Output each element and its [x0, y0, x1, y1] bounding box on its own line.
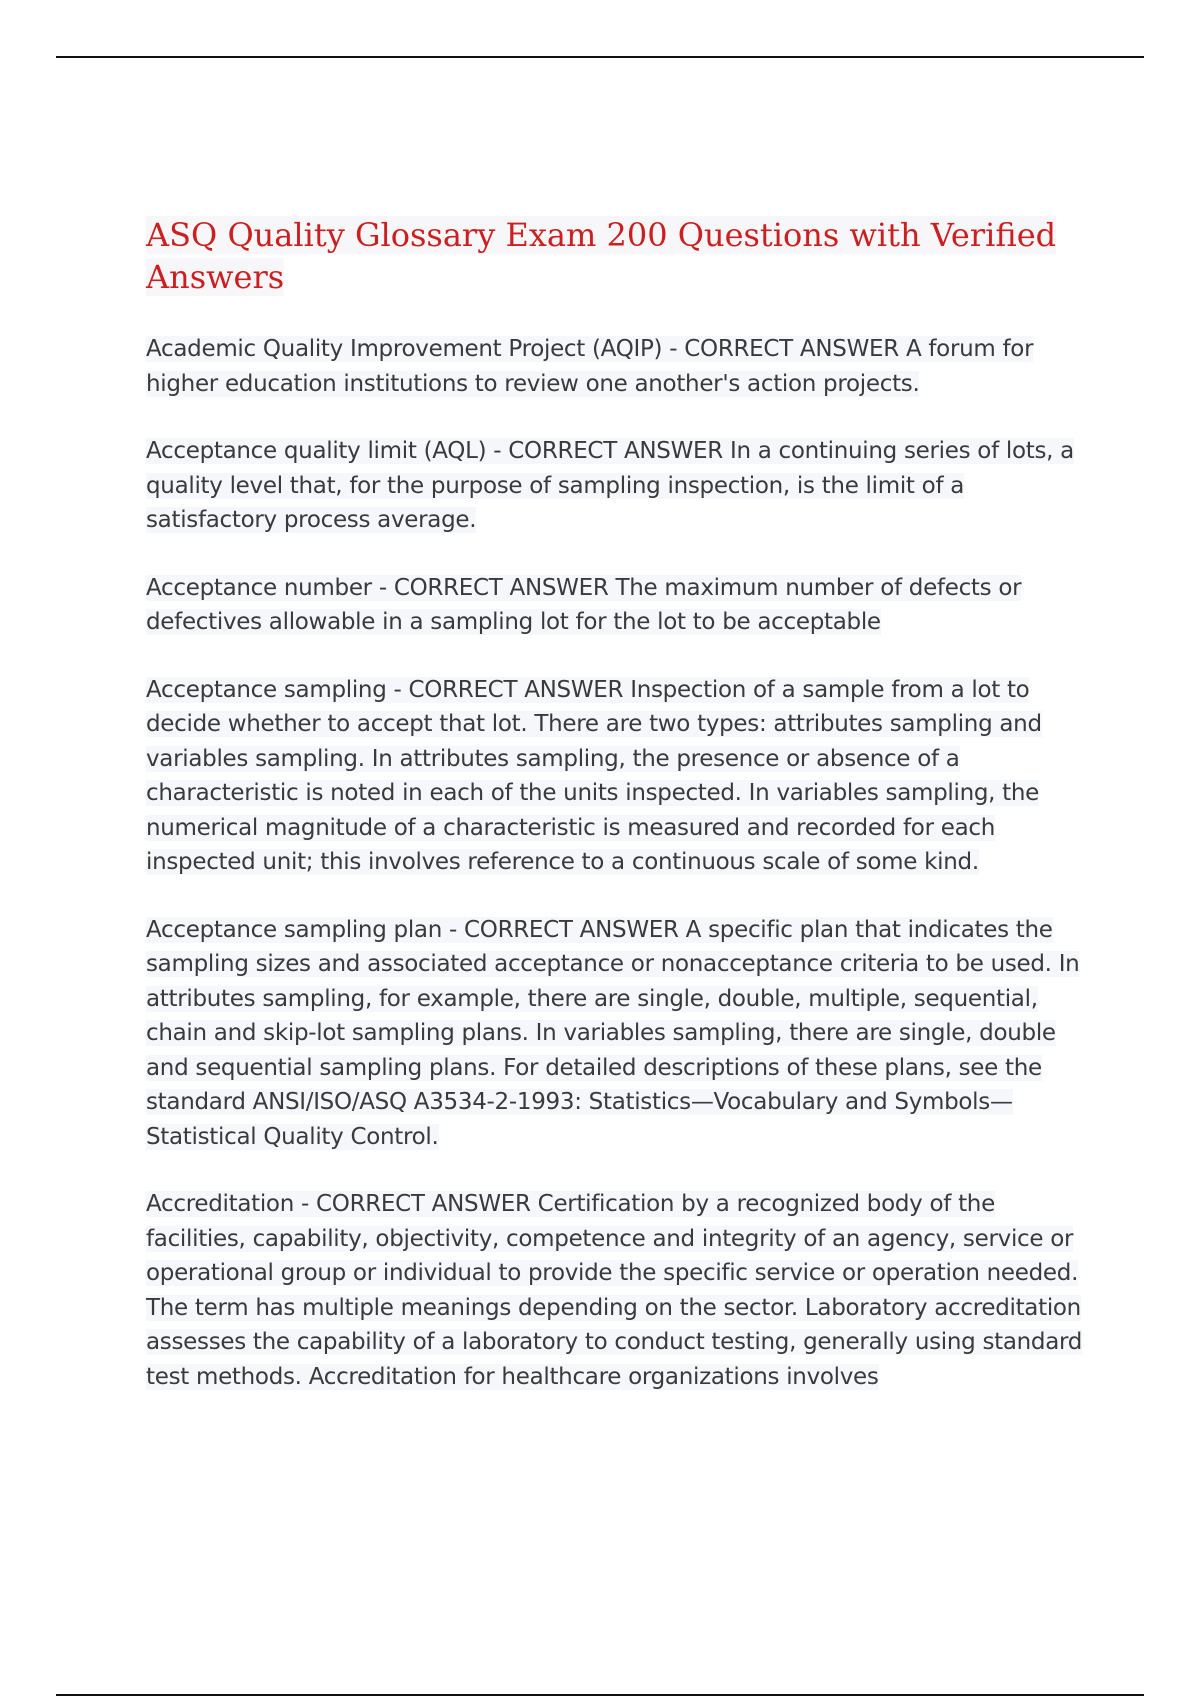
glossary-entry: Acceptance quality limit (AQL) - CORRECT ANSWER In a continuing series of lots, a quality level that, for the purpose of sampling inspection, is the limit of a satisfactory process average. [146, 438, 1074, 533]
glossary-entry: Acceptance number - CORRECT ANSWER The maximum number of defects or defectives allowable in a sampling lot for the lot to be acceptable [146, 574, 1022, 635]
document-body [146, 214, 1086, 1427]
glossary-entry: Acceptance sampling - CORRECT ANSWER Inspection of a sample from a lot to decide whether to accept that lot. There are two types: attributes sampling and variables sampling. In attributes sampling, the presence or absence of a characteristic is noted in each of the units inspected. In variables sampling, the numerical magnitude of a characteristic is measured and recorded for each inspected unit; this involves reference to a continuous scale of some kind. [146, 676, 1042, 875]
top-rule [56, 56, 1144, 58]
bottom-rule [56, 1694, 1144, 1696]
glossary-entry: Academic Quality Improvement Project (AQIP) - CORRECT ANSWER A forum for higher education institutions to review one another's action projects. [146, 336, 1034, 397]
glossary-entry: Accreditation - CORRECT ANSWER Certification by a recognized body of the facilities, capability, objectivity, competence and integrity of an agency, service or operational group or individual to provide the specific service or operation needed. The term has multiple meanings depending on the sector. Laboratory accreditation assesses the capability of a laboratory to conduct testing, generally using standard test methods. Accreditation for healthcare organizations involves [146, 1191, 1083, 1390]
document-title: ASQ Quality Glossary Exam 200 Questions with Verified Answers [146, 216, 1057, 296]
glossary-entry: Acceptance sampling plan - CORRECT ANSWER A specific plan that indicates the sampling sizes and associated acceptance or nonacceptance criteria to be used. In attributes sampling, for example, there are single, double, multiple, sequential, chain and skip-lot sampling plans. In variables sampling, there are single, double and sequential sampling plans. For detailed descriptions of these plans, see the standard ANSI/ISO/ASQ A3534-2-1993: Statistics—Vocabulary and Symbols—Statistical Quality Control. [146, 916, 1080, 1150]
